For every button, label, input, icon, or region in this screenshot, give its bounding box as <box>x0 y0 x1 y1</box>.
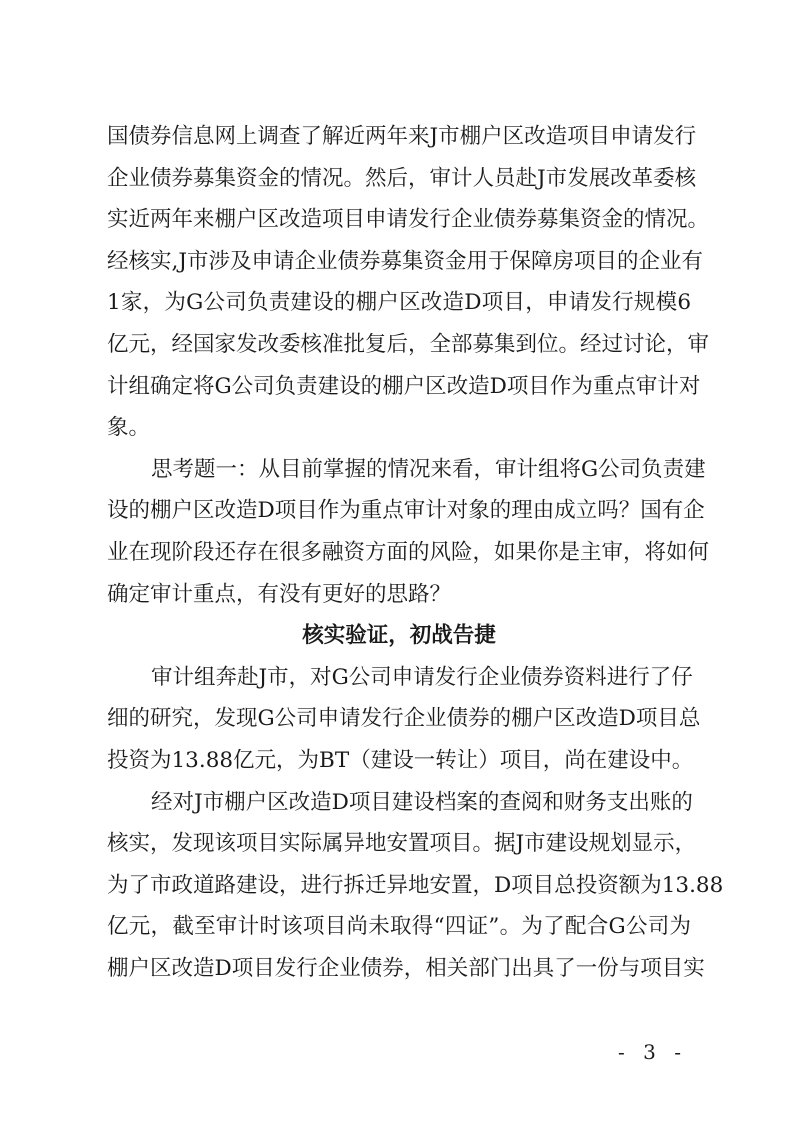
text-line: 细的研究，发现G公司申请发行企业债券的棚户区改造D项目总 <box>107 706 701 732</box>
text-line: 为了市政道路建设，进行拆迁异地安置，D项目总投资额为13.88 <box>107 872 724 898</box>
text-line: 亿元，经国家发改委核准批复后，全部募集到位。经过讨论，审 <box>107 331 710 357</box>
text-line: 思考题一：从目前掌握的情况来看，审计组将G公司负责建 <box>151 456 706 482</box>
page-number: - 3 - <box>618 1040 687 1064</box>
text-line: 审计组奔赴J市，对G公司申请发行企业债券资料进行了仔 <box>151 664 693 690</box>
text-line: 经对J市棚户区改造D项目建设档案的查阅和财务支出账的 <box>151 789 693 815</box>
text-line: 亿元，截至审计时该项目尚未取得“四证”。为了配合G公司为 <box>107 914 691 940</box>
text-line: 确定审计重点，有没有更好的思路？ <box>107 581 452 607</box>
text-line: 投资为13.88亿元，为BT（建设一转让）项目，尚在建设中。 <box>107 747 694 773</box>
text-line: 经核实,J市涉及申请企业债券募集资金用于保障房项目的企业有 <box>107 248 703 274</box>
text-line: 实近两年来棚户区改造项目申请发行企业债券募集资金的情况。 <box>107 207 710 233</box>
section-heading: 核实验证，初战告捷 <box>302 623 496 649</box>
text-line: 核实，发现该项目实际属异地安置项目。据J市建设规划显示， <box>107 831 697 857</box>
text-line: 企业债券募集资金的情况。然后，审计人员赴J市发展改革委核 <box>107 165 697 191</box>
question-paragraph <box>107 449 710 615</box>
paragraph-1 <box>107 116 710 449</box>
paragraph-4 <box>107 782 724 990</box>
text-line: 棚户区改造D项目发行企业债券，相关部门出具了一份与项目实 <box>107 955 705 981</box>
document-body <box>107 116 724 989</box>
text-line: 设的棚户区改造D项目作为重点审计对象的理由成立吗？国有企 <box>107 498 705 524</box>
text-line: 1家，为G公司负责建设的棚户区改造D项目，申请发行规模6 <box>107 290 691 316</box>
text-line: 计组确定将G公司负责建设的棚户区改造D项目作为重点审计对 <box>107 373 701 399</box>
text-line: 象。 <box>107 415 151 441</box>
text-line: 业在现阶段还存在很多融资方面的风险，如果你是主审，将如何 <box>107 539 710 565</box>
text-line: 国债券信息网上调查了解近两年来J市棚户区改造项目申请发行 <box>107 124 697 149</box>
paragraph-3 <box>107 657 701 782</box>
